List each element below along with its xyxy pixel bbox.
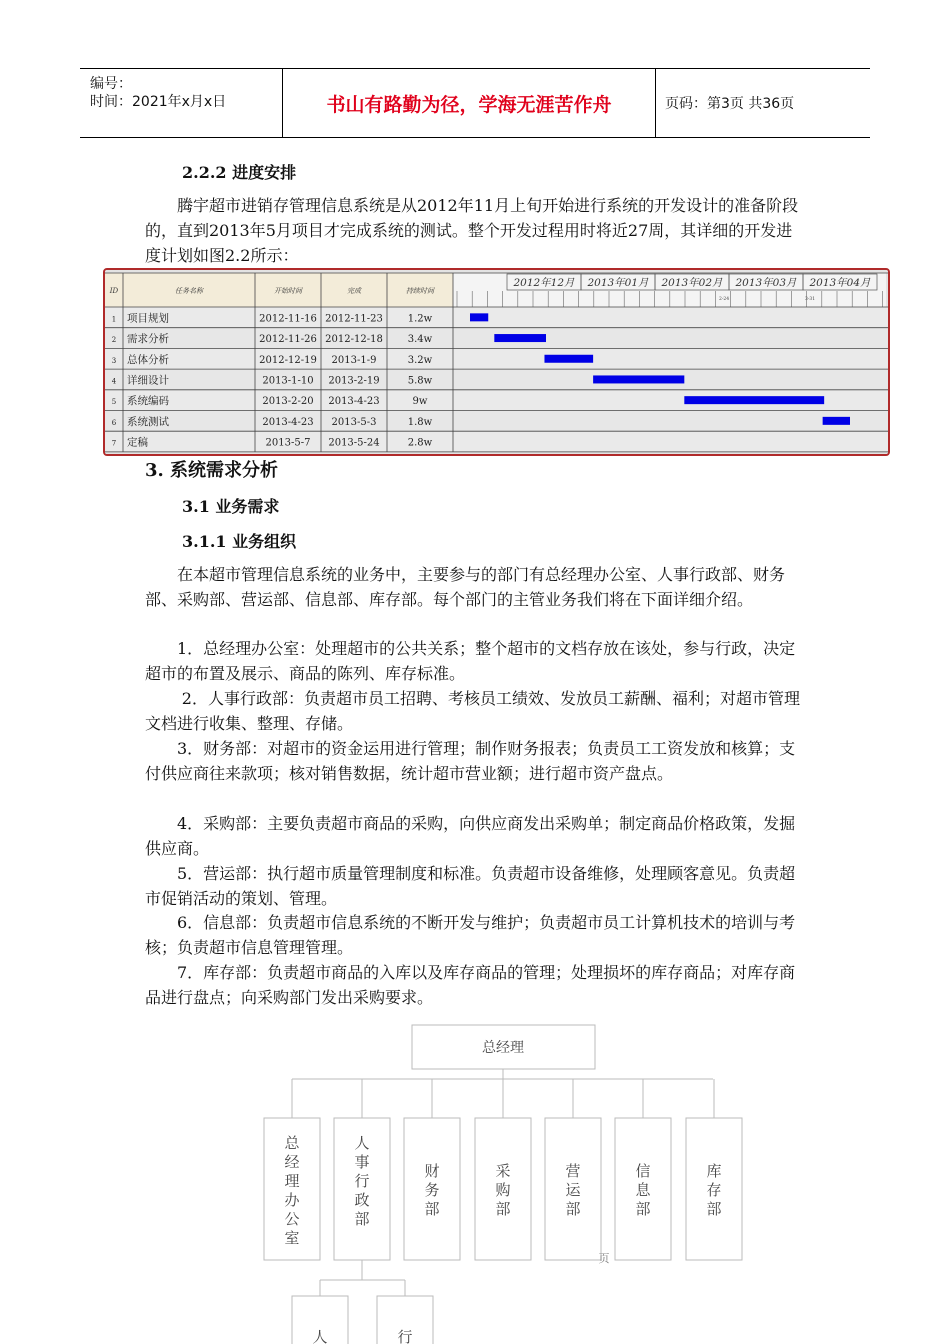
gantt-task-end: 2013-1-9 xyxy=(331,354,377,366)
gantt-task-duration: 3.2w xyxy=(407,354,433,366)
gantt-task-id: 6 xyxy=(111,418,117,427)
gantt-task-start: 2013-1-10 xyxy=(262,375,314,387)
gantt-task-id: 4 xyxy=(111,377,117,386)
gantt-task-name: 详细设计 xyxy=(127,374,169,387)
org-department-label: 信息部 xyxy=(635,1162,651,1218)
gantt-task-end: 2013-5-3 xyxy=(331,416,377,428)
gantt-task-name: 系统测试 xyxy=(127,415,169,428)
gantt-task-end: 2013-2-19 xyxy=(328,375,380,387)
section-3-1-title: 3.1 业务需求 xyxy=(182,497,280,516)
gantt-task-start: 2013-2-20 xyxy=(262,396,314,408)
dept-item-7: 7．库存部：负责超市商品的入库以及库存商品的管理；处理损坏的库存商品；对库存商品进行盘点；向采购部门发出采购要求。 xyxy=(145,963,796,1007)
time-label: 时间：2021年x月x日 xyxy=(90,94,227,110)
gantt-small-date: 3-31 xyxy=(805,297,816,302)
gantt-task-name: 需求分析 xyxy=(127,333,169,346)
page-footer-fragment: 页 xyxy=(598,1252,610,1265)
org-root-label: 总经理 xyxy=(482,1040,524,1056)
dept-item-6: 6．信息部：负责超市信息系统的不断开发与维护；负责超市员工计算机技术的培训与考核；负责超市信息管理管理。 xyxy=(145,913,796,957)
section-3-1-1-title: 3.1.1 业务组织 xyxy=(182,532,297,551)
gantt-column-header: ID xyxy=(109,287,119,295)
gantt-task-end: 2013-5-24 xyxy=(328,437,380,449)
gantt-task-id: 7 xyxy=(111,439,117,448)
schedule-paragraph: 腾宇超市进销存管理信息系统是从2012年11月上旬开始进行系统的开发设计的准备阶段的，直到2013年5月项目才完成系统的测试。整个开发过程用时将近27周，其详细的开发进度计划如图2.2所示： xyxy=(145,196,799,265)
gantt-month-label: 2012年12月 xyxy=(513,277,575,289)
gantt-month-label: 2013年03月 xyxy=(735,277,797,289)
gantt-task-duration: 1.8w xyxy=(407,416,433,428)
gantt-task-start: 2012-11-16 xyxy=(259,313,317,325)
page-number-label: 页码：第3页 共36页 xyxy=(665,96,795,112)
org-department-label: 采购部 xyxy=(495,1162,511,1218)
gantt-month-label: 2013年04月 xyxy=(809,277,871,289)
org-department-label: 库存部 xyxy=(706,1162,722,1218)
gantt-task-id: 2 xyxy=(111,336,117,345)
gantt-task-end: 2013-4-23 xyxy=(328,396,380,408)
gantt-task-name: 定稿 xyxy=(127,436,148,449)
number-label: 编号： xyxy=(90,76,132,92)
gantt-task-duration: 5.8w xyxy=(407,375,433,387)
gantt-task-name: 项目规划 xyxy=(127,312,169,325)
gantt-task-start: 2013-4-23 xyxy=(262,416,314,428)
gantt-column-header: 开始时间 xyxy=(274,287,302,295)
section-2-2-2-title: 2.2.2 进度安排 xyxy=(182,163,297,182)
gantt-task-start: 2013-5-7 xyxy=(265,437,311,449)
gantt-task-duration: 3.4w xyxy=(407,334,433,346)
gantt-task-name: 系统编码 xyxy=(127,395,169,408)
section-3-title: 3. 系统需求分析 xyxy=(145,460,279,481)
gantt-task-id: 3 xyxy=(111,356,117,365)
gantt-small-date: 2-24 xyxy=(719,297,730,302)
gantt-task-duration: 1.2w xyxy=(407,313,433,325)
org-department-label: 人事行政部 xyxy=(354,1134,370,1228)
dept-item-3: 3．财务部：对超市的资金运用进行管理；制作财务报表；负责员工工资发放和核算；支付供应商往来款项；核对销售数据，统计超市营业额；进行超市资产盘点。 xyxy=(145,739,796,783)
org-department-label: 财务部 xyxy=(424,1162,440,1218)
gantt-column-header: 完成 xyxy=(347,287,361,295)
org-department-label: 营运部 xyxy=(565,1162,581,1218)
gantt-task-id: 5 xyxy=(111,398,117,407)
gantt-column-header: 持续时间 xyxy=(406,287,434,295)
gantt-month-label: 2013年01月 xyxy=(587,277,649,289)
gantt-task-start: 2012-11-26 xyxy=(259,334,317,346)
dept-item-1: 1．总经理办公室：处理超市的公共关系；整个超市的文档存放在该处，参与行政，决定超市的布置及展示、商品的陈列、库存标准。 xyxy=(145,639,796,683)
gantt-task-id: 1 xyxy=(111,315,117,324)
gantt-task-name: 总体分析 xyxy=(127,353,169,366)
gantt-task-end: 2012-12-18 xyxy=(325,334,383,346)
org-sub-label: 人 xyxy=(312,1328,328,1344)
dept-item-2: 2．人事行政部：负责超市员工招聘、考核员工绩效、发放员工薪酬、福利；对超市管理文档进行收集、整理、存储。 xyxy=(145,689,800,733)
gantt-column-header: 任务名称 xyxy=(175,287,203,295)
motto: 书山有路勤为径，学海无涯苦作舟 xyxy=(283,69,656,137)
gantt-task-duration: 9w xyxy=(412,396,428,408)
gantt-task-end: 2012-11-23 xyxy=(325,313,383,325)
gantt-task-duration: 2.8w xyxy=(407,437,433,449)
org-intro-paragraph: 在本超市管理信息系统的业务中，主要参与的部门有总经理办公室、人事行政部、财务部、采购部、营运部、信息部、库存部。每个部门的主管业务我们将在下面详细介绍。 xyxy=(145,565,786,609)
org-department-label: 总经理办公室 xyxy=(284,1134,300,1247)
gantt-month-label: 2013年02月 xyxy=(661,277,723,289)
org-sub-label: 行 xyxy=(397,1328,413,1344)
gantt-task-start: 2012-12-19 xyxy=(259,354,317,366)
dept-item-4: 4．采购部：主要负责超市商品的采购，向供应商发出采购单；制定商品价格政策，发掘供应商。 xyxy=(145,814,796,858)
dept-item-5: 5．营运部：执行超市质量管理制度和标准。负责超市设备维修，处理顾客意见。负责超市促销活动的策划、管理。 xyxy=(145,864,796,908)
